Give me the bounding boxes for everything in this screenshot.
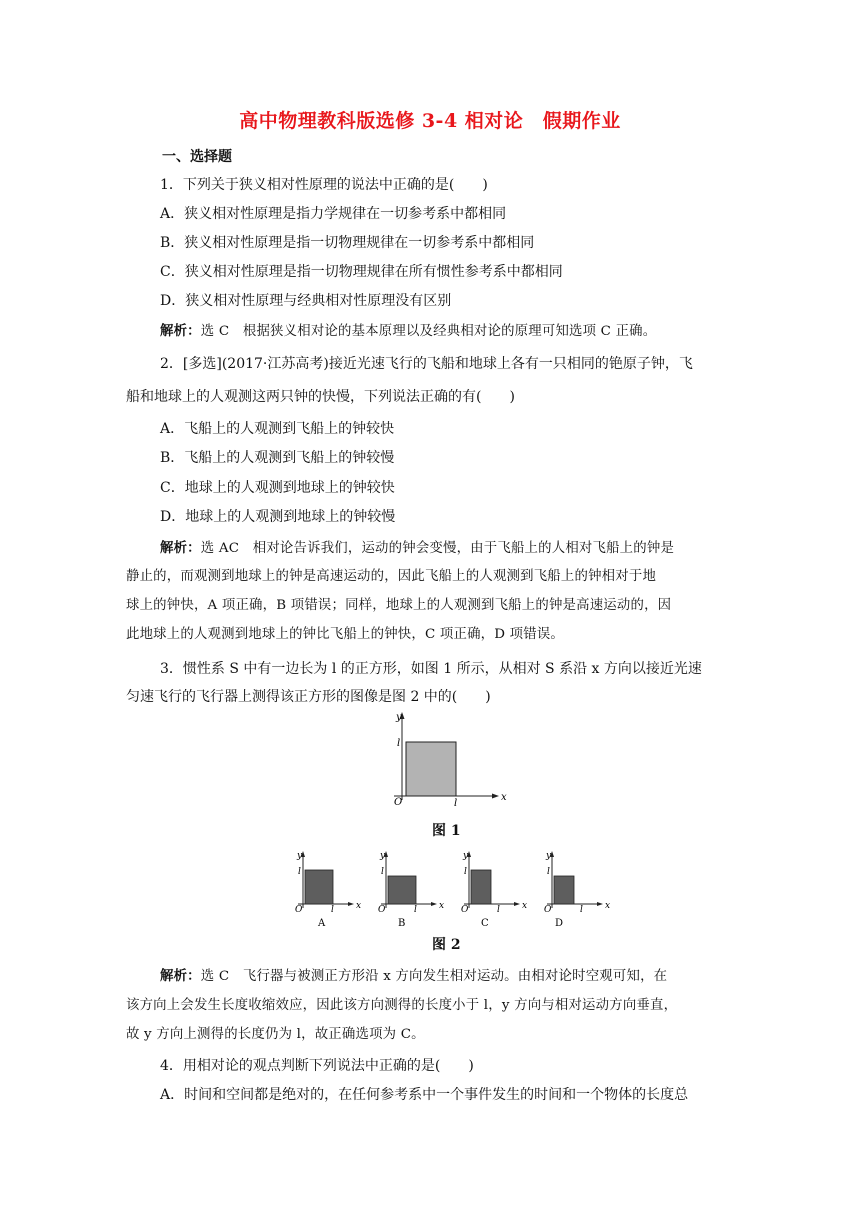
- q2-analysis-line4: 此地球上的人观测到地球上的钟比飞船上的钟快，C 项正确，D 项错误。: [126, 627, 565, 642]
- svg-text:l: l: [547, 867, 550, 877]
- q2-analysis-line1: [160, 539, 735, 558]
- svg-text:O: O: [461, 905, 469, 915]
- x-axis-arrow: [492, 794, 499, 799]
- q2-option-a: A．飞船上的人观测到飞船上的钟较快: [160, 421, 395, 437]
- svg-text:y: y: [463, 851, 469, 861]
- q2-option-d: D．地球上的人观测到地球上的钟较慢: [160, 509, 396, 525]
- panel-b-rect: [388, 876, 416, 904]
- panel-b-label: B: [398, 918, 406, 929]
- q1-option-b: B．狭义相对性原理是指一切物理规律在一切参考系中都相同: [160, 235, 535, 251]
- q2-analysis-line2: 静止的，而观测到地球上的钟是高速运动的，因此飞船上的人观测到飞船上的钟相对于地: [126, 569, 657, 584]
- panel-a-label: A: [318, 918, 326, 929]
- q3-stem-line1: 3．惯性系 S 中有一边长为 l 的正方形，如图 1 所示，从相对 S 系沿 x 方向以接近光速: [160, 661, 702, 677]
- l-y-label: l: [397, 738, 401, 749]
- svg-text:x: x: [522, 901, 528, 911]
- section-heading: 一、选择题: [162, 149, 232, 165]
- panel-a-rect: [305, 870, 333, 904]
- figure-1: [380, 708, 510, 808]
- svg-text:x: x: [439, 901, 445, 911]
- q2-stem-line1: 2．[多选](2017·江苏高考)接近光速飞行的飞船和地球上各有一只相同的铯原子钟，飞: [160, 356, 693, 372]
- q4-option-a: A．时间和空间都是绝对的，在任何参考系中一个事件发生的时间和一个物体的长度总: [160, 1087, 689, 1103]
- svg-text:l: l: [331, 905, 334, 915]
- svg-text:l: l: [580, 905, 583, 915]
- svg-text:l: l: [414, 905, 417, 915]
- panel-c-rect: [471, 870, 491, 904]
- q1-stem: 1．下列关于狭义相对性原理的说法中正确的是( ): [160, 177, 488, 193]
- svg-text:x: x: [605, 901, 610, 911]
- analysis-text: 选 C 根据狭义相对论的基本原理以及经典相对论的原理可知选项 C 正确。: [200, 324, 657, 339]
- analysis-label: 解析：: [160, 968, 201, 984]
- q2-analysis-line3: 球上的钟快，A 项正确，B 项错误；同样，地球上的人观测到飞船上的钟是高速运动的，因: [126, 598, 672, 613]
- figure-2-caption: 图 2: [432, 937, 461, 953]
- q2-stem-line2: 船和地球上的人观测这两只钟的快慢，下列说法正确的有( ): [126, 389, 515, 405]
- panel-a: [295, 851, 361, 929]
- q1-analysis: [160, 322, 735, 341]
- y-label: y: [396, 712, 402, 723]
- q3-analysis-line1: [160, 967, 735, 986]
- q4-stem: 4．用相对论的观点判断下列说法中正确的是( ): [160, 1058, 474, 1074]
- svg-text:l: l: [298, 867, 301, 877]
- x-label: x: [501, 792, 507, 803]
- svg-text:O: O: [378, 905, 386, 915]
- l-x-label: l: [454, 798, 458, 808]
- q1-option-d: D．狭义相对性原理与经典相对性原理没有区别: [160, 293, 452, 309]
- svg-text:y: y: [546, 851, 552, 861]
- panel-c-label: C: [481, 918, 489, 929]
- panel-d-label: D: [555, 918, 564, 929]
- q1-option-c: C．狭义相对性原理是指一切物理规律在所有惯性参考系中都相同: [160, 264, 563, 280]
- svg-text:O: O: [544, 905, 552, 915]
- q3-analysis-line2: 该方向上会发生长度收缩效应，因此该方向测得的长度小于 l，y 方向与相对运动方向垂直，: [126, 998, 678, 1013]
- analysis-text: 选 AC 相对论告诉我们，运动的钟会变慢，由于飞船上的人相对飞船上的钟是: [200, 541, 675, 556]
- svg-text:y: y: [380, 851, 386, 861]
- figure-1-caption: 图 1: [432, 823, 461, 839]
- document-title: 高中物理教科版选修 3-4 相对论 假期作业: [239, 110, 621, 132]
- svg-text:l: l: [497, 905, 500, 915]
- q2-option-b: B．飞船上的人观测到飞船上的钟较慢: [160, 450, 395, 466]
- square: [406, 742, 456, 796]
- figure-2: [290, 848, 610, 930]
- svg-text:l: l: [464, 867, 467, 877]
- q3-analysis-line3: 故 y 方向上测得的长度仍为 l，故正确选项为 C。: [126, 1027, 425, 1042]
- analysis-text: 选 C 飞行器与被测正方形沿 x 方向发生相对运动。由相对论时空观可知，在: [200, 969, 668, 984]
- panel-b: [378, 851, 444, 929]
- panel-c: [461, 851, 527, 929]
- analysis-label: 解析：: [160, 540, 201, 556]
- analysis-label: 解析：: [160, 323, 201, 339]
- svg-text:l: l: [381, 867, 384, 877]
- q1-option-a: A．狭义相对性原理是指力学规律在一切参考系中都相同: [160, 206, 507, 222]
- svg-text:y: y: [297, 851, 303, 861]
- svg-text:x: x: [356, 901, 362, 911]
- q3-stem-line2: 匀速飞行的飞行器上测得该正方形的图像是图 2 中的( ): [126, 689, 491, 705]
- panel-d-rect: [554, 876, 574, 904]
- panel-d: [544, 851, 610, 929]
- origin-label: O: [394, 797, 403, 808]
- q2-option-c: C．地球上的人观测到地球上的钟较快: [160, 480, 395, 496]
- svg-text:O: O: [295, 905, 303, 915]
